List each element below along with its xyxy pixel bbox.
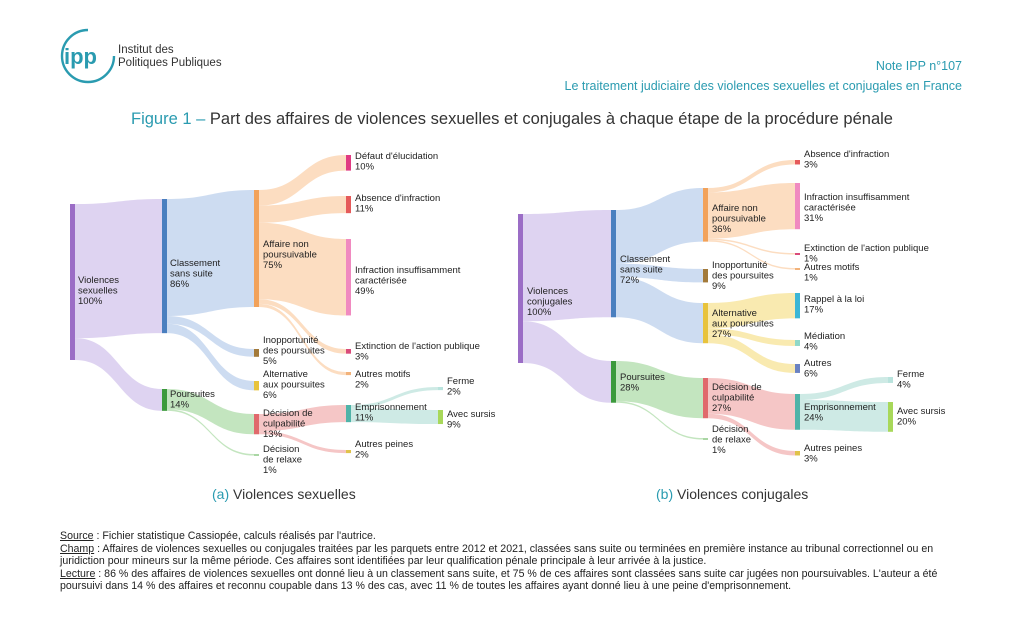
node-1-ea (795, 253, 800, 255)
link-1-anp-ea (708, 239, 795, 255)
node-label-0-cs: Classement sans suite 86% (170, 258, 221, 290)
node-0-ai (346, 196, 351, 213)
node-0-de (346, 155, 351, 171)
node-label-1-po: Poursuites 28% (620, 372, 665, 394)
link-0-cs-inop (167, 316, 254, 357)
node-label-0-dr: Décision de relaxe 1% (263, 444, 303, 476)
node-1-ii (795, 183, 800, 229)
node-1-inop (703, 269, 708, 282)
node-0-alt (254, 381, 259, 390)
node-0-inop (254, 349, 259, 357)
node-0-as (438, 410, 443, 424)
node-label-1-anp: Affaire non poursuivable 36% (712, 203, 766, 235)
source-label: Source (60, 530, 94, 542)
caption-left-letter: (a) (212, 486, 230, 502)
champ-text: : Affaires de violences sexuelles ou conjugales traitées par les parquets entre 2012 et 2021, classées sans suite ou terminées en première instance au tribunal correctionnel ou en juridiction pour mineurs sur la même période. Ces affaires sont identifiées par leur qualification pénale principale à leur arrivée à la justice. (60, 542, 934, 568)
node-label-0-anp: Affaire non poursuivable 75% (263, 239, 317, 271)
footnote-lecture (60, 568, 970, 593)
node-label-0-alt: Alternative aux poursuites 6% (263, 369, 325, 401)
node-1-am (795, 268, 800, 270)
node-0-dr (254, 454, 259, 456)
link-0-vs-cs (75, 199, 162, 338)
link-0-cs-anp (167, 190, 254, 316)
node-1-vc (518, 214, 523, 363)
node-label-1-ea: Extinction de l'action publique 1% (804, 243, 929, 265)
link-1-vc-po (523, 321, 611, 402)
node-label-0-inop: Inopportunité des poursuites 5% (263, 335, 325, 367)
note-number: Note IPP n°107 (875, 59, 962, 73)
node-label-1-fe: Ferme 4% (897, 369, 925, 391)
caption-right-letter: (b) (656, 486, 674, 502)
node-1-me (795, 340, 800, 346)
link-1-cs-anp (616, 188, 703, 264)
node-1-au (795, 364, 800, 373)
institute-line-1: Institut des (118, 44, 174, 56)
node-label-1-alt: Alternative aux poursuites 27% (712, 308, 774, 340)
node-label-0-de: Défaut d'élucidation 10% (355, 151, 439, 173)
lecture-label: Lecture (60, 567, 96, 580)
institute-line-2: Politiques Publiques (118, 57, 222, 69)
node-1-alt (703, 303, 708, 343)
node-1-po (611, 361, 616, 403)
footnote-source (60, 530, 970, 543)
node-label-1-me: Médiation 4% (804, 331, 846, 353)
footnotes (60, 530, 970, 593)
node-0-fe (438, 387, 443, 390)
note-subtitle: Le traitement judiciaire des violences sexuelles et conjugales en France (564, 79, 962, 93)
logo-mark: ipp (64, 44, 97, 69)
link-0-vs-po (75, 338, 162, 411)
node-label-1-as: Avec sursis 20% (897, 406, 946, 428)
node-label-0-ai: Absence d'infraction 11% (355, 193, 441, 215)
node-label-0-ii: Infraction insuffisamment caractérisée 49% (355, 265, 461, 297)
node-1-ai (795, 160, 800, 164)
node-label-1-inop: Inopportunité des poursuites 9% (712, 260, 774, 292)
source-text: : Fichier statistique Cassiopée, calculs réalisés par l'autrice. (93, 530, 376, 542)
node-0-dc (254, 414, 259, 434)
node-1-dr (703, 438, 708, 440)
figure-number: Figure 1 – (131, 110, 206, 128)
node-1-fe (888, 377, 893, 383)
node-1-dc (703, 378, 708, 418)
caption-right (656, 486, 808, 502)
node-label-0-as: Avec sursis 9% (447, 409, 496, 431)
node-label-0-fe: Ferme 2% (447, 376, 475, 398)
node-label-1-ap: Autres peines 3% (804, 443, 863, 465)
node-label-0-emp: Emprisonnement 11% (355, 402, 427, 424)
node-label-1-cs: Classement sans suite 72% (620, 254, 671, 286)
node-label-1-emp: Emprisonnement 24% (804, 402, 876, 424)
node-0-emp (346, 405, 351, 422)
node-0-anp (254, 190, 259, 307)
node-1-ap (795, 451, 800, 455)
link-1-emp-fe (800, 377, 888, 400)
node-label-1-vc: Violences conjugales 100% (527, 286, 573, 318)
node-0-cs (162, 199, 167, 333)
caption-left (212, 486, 356, 502)
node-0-ap (346, 450, 351, 453)
node-label-0-po: Poursuites 14% (170, 389, 215, 411)
node-label-1-dr: Décision de relaxe 1% (712, 424, 752, 456)
node-label-1-rl: Rappel à la loi 17% (804, 294, 865, 316)
node-1-cs (611, 210, 616, 317)
node-0-ii (346, 239, 351, 315)
node-label-0-dc: Décision de culpabilité 13% (263, 408, 313, 440)
node-0-am (346, 372, 351, 375)
node-label-1-dc: Décision de culpabilité 27% (712, 382, 762, 414)
node-label-1-au: Autres 6% (804, 358, 832, 380)
node-0-po (162, 389, 167, 411)
link-1-cs-alt (616, 277, 703, 343)
champ-label: Champ (60, 542, 95, 555)
figure-title-text: Part des affaires de violences sexuelles et conjugales à chaque étape de la procédure pénale (209, 110, 893, 128)
node-1-rl (795, 293, 800, 318)
caption-right-text: Violences conjugales (677, 486, 809, 502)
node-label-1-ii: Infraction insuffisamment caractérisée 31% (804, 192, 910, 224)
node-1-anp (703, 188, 708, 242)
lecture-text: : 86 % des affaires de violences sexuelles ont donné lieu à un classement sans suite, et 75 % de ces affaires sont classées sans suite car jugées non poursuivables. L'auteur a été poursuivi dans 14 % des affaires et reconnu coupable dans 13 % des cas, avec 11 % de toutes les affaires ayant donné lieu à une peine d'emprisonnement. (60, 567, 938, 593)
node-label-0-ap: Autres peines 2% (355, 439, 414, 461)
node-label-0-vs: Violences sexuelles 100% (78, 275, 120, 307)
node-label-1-am: Autres motifs 1% (804, 262, 860, 284)
node-1-as (888, 402, 893, 432)
node-label-0-am: Autres motifs 2% (355, 369, 411, 391)
footnote-champ (60, 543, 970, 568)
node-0-vs (70, 204, 75, 360)
caption-left-text: Violences sexuelles (233, 486, 356, 502)
node-0-ea (346, 349, 351, 354)
node-label-0-ea: Extinction de l'action publique 3% (355, 341, 480, 363)
node-1-emp (795, 394, 800, 430)
node-label-1-ai: Absence d'infraction 3% (804, 149, 890, 171)
